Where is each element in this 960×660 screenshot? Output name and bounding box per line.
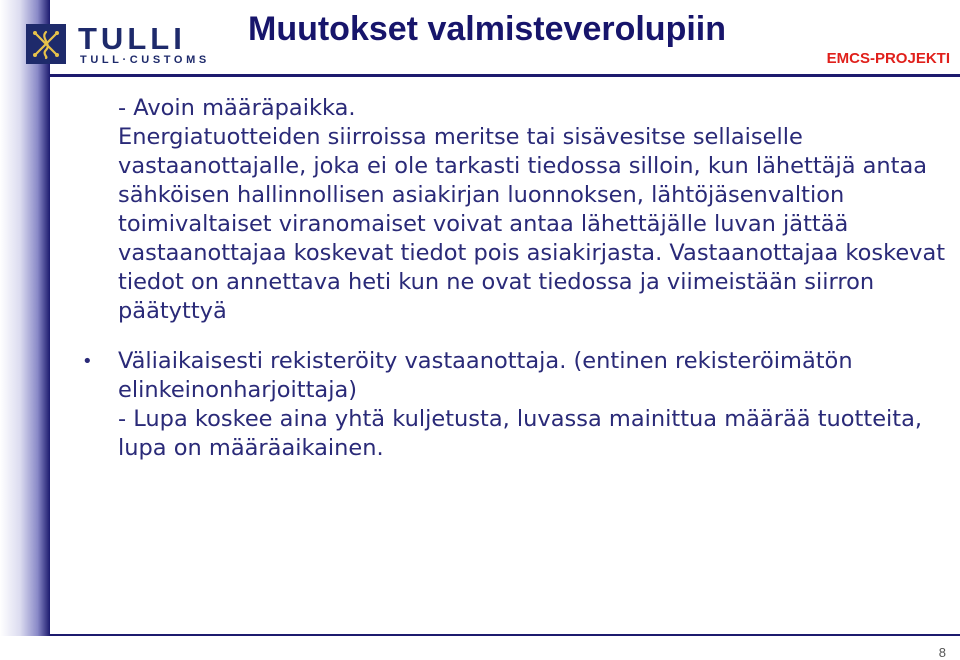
paragraph-gap: [118, 326, 954, 347]
footer-divider: [50, 634, 960, 636]
slide-title: Muutokset valmisteverolupiin: [248, 10, 726, 48]
bullet-text: Väliaikaisesti rekisteröity vastaanottaja. (entinen rekisteröimätön elinkeinonharjoittaja): [118, 348, 853, 403]
logo-subtext: TULL·CUSTOMS: [80, 54, 210, 66]
bullet-item-temporary-consignee: [82, 347, 954, 405]
logo-wordmark: TULLI: [78, 21, 186, 56]
body-paragraph: Energiatuotteiden siirroissa meritse tai sisävesitse sellaiselle vastaanottajalle, joka ei ole tarkasti tiedossa silloin, kun lähettäjä antaa sähköisen hallinnollisen asiakirjan luonnoksen, lähtöjäsenvaltion toimivaltaiset viranomaiset voivat antaa lähettäjälle luvan jättää vastaanottajaa koskevat tiedot pois asiakirjasta. Vastaanottajaa koskevat tiedot on annettava heti kun ne ovat tiedossa ja viimeistään siirron päätyttyä: [118, 124, 946, 324]
project-label: EMCS-PROJEKTI: [826, 50, 950, 67]
page-number: 8: [938, 645, 946, 660]
side-gradient-bar: [0, 0, 50, 636]
bullet-icon: •: [82, 351, 93, 372]
customs-emblem-icon: [26, 24, 66, 64]
dash-item-permit-scope: - Lupa koskee aina yhtä kuljetusta, luvassa mainittua määrää tuotteita, lupa on määräaikainen.: [118, 406, 923, 461]
header-divider: [50, 74, 960, 77]
dash-item-open-destination: - Avoin määräpaikka.: [118, 95, 356, 121]
slide-body: [82, 94, 954, 463]
tulli-logo: [26, 21, 252, 70]
